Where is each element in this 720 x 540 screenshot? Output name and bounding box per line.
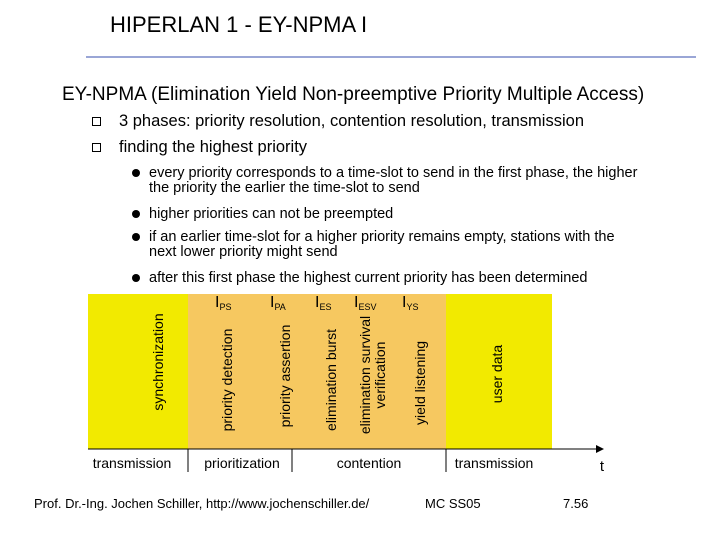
sub-bullet-text-continued: the priority the earlier the time-slot to send bbox=[149, 180, 420, 196]
footer-page-number: 7.56 bbox=[563, 496, 589, 511]
slide-title: HIPERLAN 1 - EY-NPMA I bbox=[110, 12, 368, 37]
slide-subtitle: EY-NPMA (Elimination Yield Non-preemptive Priority Multiple Access) bbox=[62, 84, 645, 105]
ifs-marker: $I_{ES}$ bbox=[315, 294, 332, 312]
slot-synchronization-bg bbox=[88, 294, 188, 449]
time-axis-label: t bbox=[599, 458, 605, 475]
phase-label-contention: contention bbox=[336, 455, 402, 471]
phase-label-prioritization: prioritization bbox=[204, 455, 280, 471]
sub-bullet-text-continued: next lower priority might send bbox=[149, 244, 338, 260]
ifs-marker: $I_{ESV}$ bbox=[354, 294, 377, 312]
phase-label-transmission: transmission bbox=[92, 455, 172, 471]
bullet-text: finding the highest priority bbox=[119, 138, 308, 156]
ey-npma-timing-diagram: $I_{PS}$ $I_{PA}$ $I_{ES}$ $I_{ESV}$ $I_{YS}$ synchronization priority detection priority assertion elimination burst elimination survival verification yield listening user data transmission prioritization contention transmission t bbox=[0, 0, 720, 540]
sub-bullet-text: every priority corresponds to a time-slot to send in the first phase, the higher bbox=[149, 165, 638, 181]
footer-author: Prof. Dr.-Ing. Jochen Schiller, http://www.jochenschiller.de/ bbox=[34, 496, 370, 511]
time-axis-arrow-icon bbox=[596, 445, 604, 453]
phase-label-transmission: transmission bbox=[454, 455, 534, 471]
footer-course: MC SS05 bbox=[425, 496, 481, 511]
ifs-marker: $I_{PS}$ bbox=[215, 294, 232, 312]
sub-bullet-text: higher priorities can not be preempted bbox=[149, 206, 394, 222]
sub-bullet-text: after this first phase the highest current priority has been determined bbox=[149, 270, 588, 286]
ifs-marker: $I_{PA}$ bbox=[270, 294, 286, 312]
bullet-text: 3 phases: priority resolution, contention resolution, transmission bbox=[119, 112, 584, 130]
sub-bullet-text: if an earlier time-slot for a higher priority remains empty, stations with the bbox=[149, 229, 615, 245]
ifs-marker: $I_{YS}$ bbox=[402, 294, 419, 312]
